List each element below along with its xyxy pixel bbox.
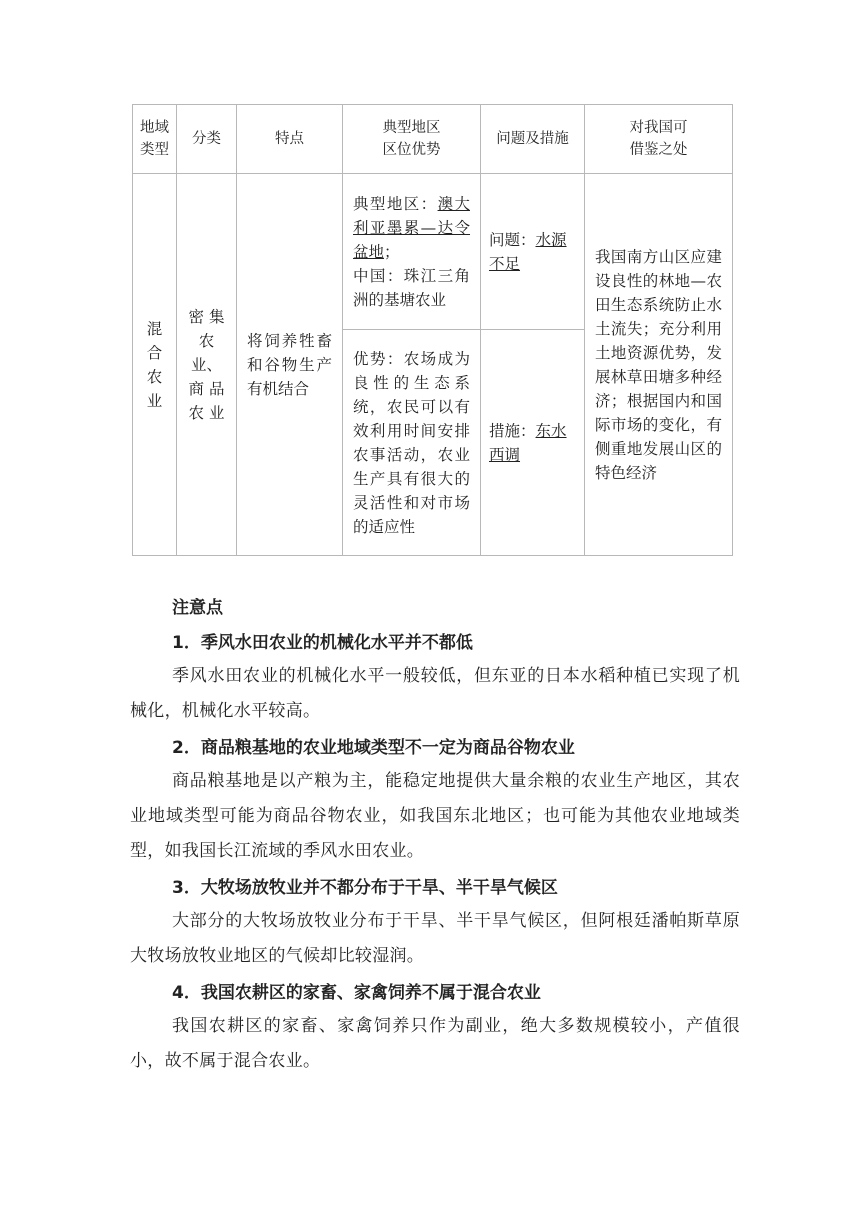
cell-category <box>177 174 237 556</box>
note-body-1: 季风水田农业的机械化水平一般较低，但东亚的日本水稻种植已实现了机械化，机械化水平较高。 <box>130 666 740 721</box>
region-china: 中国：珠江三角洲的基塘农业 <box>353 266 470 309</box>
cell-feature: 将饲养牲畜和谷物生产有机结合 <box>237 174 343 556</box>
category-line: 商 品 <box>188 379 225 398</box>
header-feature: 特点 <box>237 105 343 174</box>
header-line: 类型 <box>140 142 169 158</box>
agriculture-table <box>132 104 733 556</box>
header-line: 区位优势 <box>382 142 441 158</box>
header-category: 分类 <box>177 105 237 174</box>
note-body-2: 商品粮基地是以产粮为主，能稳定地提供大量余粮的农业生产地区，其农业地域类型可能为商品谷物农业，如我国东北地区；也可能为其他农业地域类型，如我国长江流域的季风水田农业。 <box>130 771 740 861</box>
table-header-row <box>133 105 733 174</box>
cell-reference: 我国南方山区应建设良性的林地—农田生态系统防止水土流失；充分利用土地资源优势，发展林草田塘多种经济；根据国内和国际市场的变化，有侧重地发展山区的特色经济 <box>585 174 733 556</box>
header-line: 典型地区 <box>382 120 441 136</box>
category-line: 业、 <box>190 355 222 374</box>
header-line: 地域 <box>140 120 169 136</box>
note-heading-2: 2．商品粮基地的农业地域类型不一定为商品谷物农业 <box>172 738 575 758</box>
header-line: 对我国可 <box>629 120 688 136</box>
problem-text: 水源不足 <box>489 230 567 273</box>
type-char: 业 <box>146 391 163 410</box>
measure-text: 东水西调 <box>489 421 567 464</box>
note-heading-3: 3．大牧场放牧业并不都分布于干旱、半干旱气候区 <box>172 878 558 898</box>
notes-section <box>130 592 740 1079</box>
region-prefix: 典型地区： <box>353 194 438 213</box>
problem-prefix: 问题： <box>489 230 536 249</box>
header-region-type <box>133 105 177 174</box>
cell-type <box>133 174 177 556</box>
note-body-3: 大部分的大牧场放牧业分布于干旱、半干旱气候区，但阿根廷潘帕斯草原大牧场放牧业地区的气候却比较湿润。 <box>130 911 740 966</box>
type-char: 农 <box>146 367 163 386</box>
header-region-advantage <box>343 105 481 174</box>
note-heading-1: 1．季风水田农业的机械化水平并不都低 <box>172 633 473 653</box>
cell-typical-region <box>343 174 481 330</box>
header-problem-measure: 问题及措施 <box>481 105 585 174</box>
type-char: 合 <box>146 343 163 362</box>
cell-measure <box>481 330 585 556</box>
table-row <box>133 174 733 330</box>
region-suffix: ； <box>384 242 400 261</box>
notes-title: 注意点 <box>172 598 223 618</box>
category-line: 农 业 <box>188 403 225 422</box>
category-line: 农 <box>198 331 215 350</box>
category-line: 密 集 <box>188 307 225 326</box>
cell-advantage: 优势：农场成为良性的生态系统，农民可以有效利用时间安排农事活动，农业生产具有很大的灵活性和对市场的适应性 <box>343 330 481 556</box>
measure-prefix: 措施： <box>489 421 536 440</box>
note-body-4: 我国农耕区的家畜、家禽饲养只作为副业，绝大多数规模较小，产值很小，故不属于混合农业。 <box>130 1016 740 1071</box>
region-name: 澳大利亚墨累—达令盆地 <box>353 194 470 261</box>
header-reference <box>585 105 733 174</box>
header-line: 借鉴之处 <box>629 142 688 158</box>
note-heading-4: 4．我国农耕区的家畜、家禽饲养不属于混合农业 <box>172 983 541 1003</box>
cell-problem <box>481 174 585 330</box>
type-char: 混 <box>146 319 163 338</box>
